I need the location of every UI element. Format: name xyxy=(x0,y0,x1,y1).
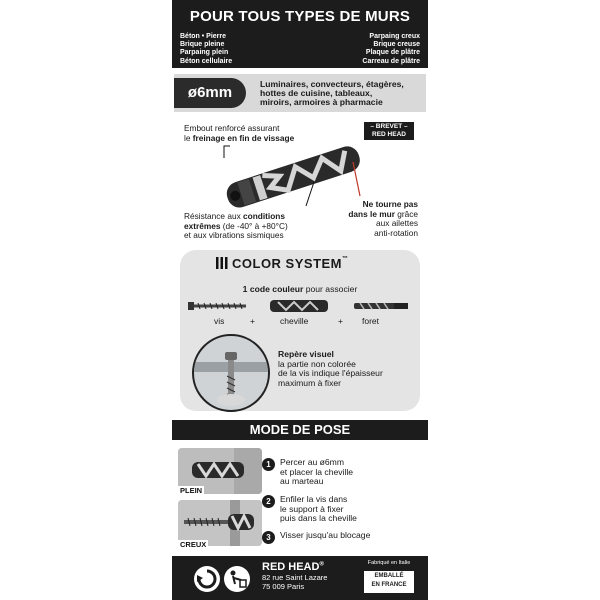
wall-type: Parpaing plein xyxy=(180,49,229,57)
wall-type: Brique creuse xyxy=(373,41,420,49)
wall-type: Plaque de plâtre xyxy=(365,49,420,57)
step-line: le support à fixer xyxy=(280,503,344,514)
note-text: le xyxy=(184,132,193,143)
repere-line: la partie non colorée xyxy=(278,358,356,369)
repere-zoom xyxy=(192,334,270,412)
label-foret: foret xyxy=(362,316,380,326)
address xyxy=(262,574,327,591)
address-line: 82 rue Saint Lazare xyxy=(262,573,328,582)
wall-plug-icon xyxy=(270,300,328,312)
subtitle-text: pour associer xyxy=(303,284,358,294)
components-row xyxy=(186,298,414,314)
usage-line: Luminaires, convecteurs, étagères, xyxy=(260,79,404,89)
wall-type: Carreau de plâtre xyxy=(362,57,420,65)
registered-mark: ® xyxy=(319,561,324,568)
brevet-line: – BREVET – xyxy=(370,123,408,130)
note-line: Embout renforcé assurant xyxy=(184,123,280,133)
step-line: Enfiler la vis dans xyxy=(280,494,348,504)
page-title: POUR TOUS TYPES DE MURS xyxy=(189,8,411,25)
note-text: (de -40° à +80°C) xyxy=(220,220,288,231)
wall-types-right xyxy=(362,33,420,66)
label-cheville: cheville xyxy=(280,316,309,326)
mode-de-pose-title: MODE DE POSE xyxy=(172,420,428,440)
product-card xyxy=(172,0,428,600)
repere-line: maximum à fixer xyxy=(278,377,342,388)
brand-text: RED HEAD xyxy=(262,561,320,573)
repere-title-text: Repère visuel xyxy=(278,349,334,359)
step-number: 3 xyxy=(262,531,275,544)
brevet-badge xyxy=(364,122,414,140)
color-system-title xyxy=(232,256,349,271)
note-emphasis: Ne tourne pas xyxy=(362,199,418,209)
logo-line: EN FRANCE xyxy=(371,582,407,588)
note-emphasis: freinage en fin de vissage xyxy=(192,132,295,143)
color-system-title-text: COLOR SYSTEM xyxy=(232,256,343,271)
resistance-note xyxy=(184,212,288,241)
note-text: Résistance aux xyxy=(184,211,244,221)
trademark: ™ xyxy=(342,256,349,262)
wall-type: Parpaing creux xyxy=(369,33,420,40)
label-vis: vis xyxy=(214,316,225,326)
step-line: au marteau xyxy=(280,476,324,487)
wall-type: Brique pleine xyxy=(180,41,225,49)
recycle-icon xyxy=(194,566,220,592)
step-line: Percer au ø6mm xyxy=(280,457,344,467)
brand-name xyxy=(262,561,324,573)
note-line: aux ailettes xyxy=(376,218,418,228)
label-plus: + xyxy=(338,316,343,326)
usage-list xyxy=(260,80,428,108)
diameter-badge: ø6mm xyxy=(174,78,246,108)
plein-label: PLEIN xyxy=(180,486,203,495)
usage-line: hottes de cuisine, tableaux, xyxy=(260,88,373,99)
step-line: Visser jusqu'au blocage xyxy=(280,530,371,540)
label-plus: + xyxy=(250,316,255,326)
brevet-brand: RED HEAD xyxy=(372,131,406,138)
usage-band xyxy=(174,74,426,112)
tidyman-icon xyxy=(224,566,250,592)
rotation-note xyxy=(348,200,418,238)
step-2 xyxy=(266,494,357,524)
color-system-subtitle xyxy=(172,284,428,294)
color-system-icon xyxy=(216,257,228,269)
note-emphasis: dans le mur xyxy=(348,208,395,219)
creux-label: CREUX xyxy=(180,540,207,549)
screw-icon xyxy=(188,302,246,310)
address-line: 75 009 Paris xyxy=(262,581,305,591)
logo-line: EMBALLÉ xyxy=(374,573,404,579)
step-line: puis dans la cheville xyxy=(280,513,357,524)
step-line: et placer la cheville xyxy=(280,466,354,477)
emballe-en-france-logo xyxy=(364,571,414,593)
header-band xyxy=(172,0,428,68)
drill-bit-icon xyxy=(354,303,408,309)
wall-type: Béton • Pierre xyxy=(180,33,227,40)
step-1 xyxy=(266,457,354,487)
repere-line: de la vis indique l'épaisseur xyxy=(278,368,383,379)
wall-types-left xyxy=(180,33,232,66)
note-emphasis: conditions xyxy=(243,211,285,221)
wall-plug-illustration xyxy=(218,138,368,208)
step-3 xyxy=(266,530,371,542)
step-number: 1 xyxy=(262,458,275,471)
footer xyxy=(172,556,428,600)
step-number: 2 xyxy=(262,495,275,508)
usage-line: miroirs, armoires à pharmacie xyxy=(260,97,383,108)
wall-type: Béton cellulaire xyxy=(180,57,233,65)
repere-text xyxy=(278,350,383,388)
made-in-label: Fabriqué en Italie xyxy=(367,560,411,566)
note-text: grâce xyxy=(394,208,418,219)
subtitle-emphasis: 1 code couleur xyxy=(242,284,304,294)
screw-in-wall-icon xyxy=(194,336,268,410)
note-line: et aux vibrations sismiques xyxy=(184,230,284,240)
note-line: anti-rotation xyxy=(374,227,418,238)
note-emphasis: extrêmes xyxy=(184,220,221,231)
